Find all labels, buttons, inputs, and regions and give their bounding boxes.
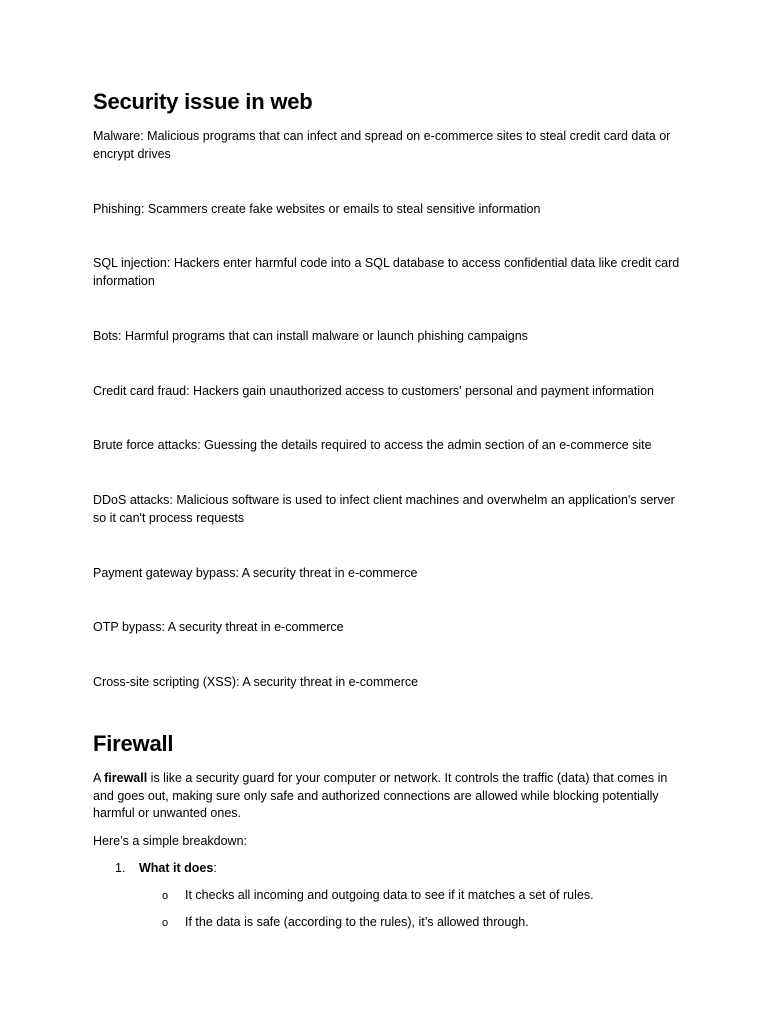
paragraph-xss: Cross-site scripting (XSS): A security threat in e-commerce bbox=[93, 675, 419, 689]
list-number: 1. bbox=[115, 861, 126, 875]
firewall-term: firewall bbox=[104, 771, 148, 785]
paragraph-credit-card-fraud: Credit card fraud: Hackers gain unauthorized access to customers' personal and payment information bbox=[93, 384, 655, 398]
bullet-item-allowed-through: If the data is safe (according to the rules), it’s allowed through. bbox=[185, 915, 529, 929]
list-item-title bbox=[139, 860, 217, 878]
paragraph-payment-gateway: Payment gateway bypass: A security threat in e-commerce bbox=[93, 566, 418, 580]
bullet-circle-icon: o bbox=[162, 890, 169, 902]
breakdown-line: Here’s a simple breakdown: bbox=[93, 834, 248, 848]
intro-rest: is like a security guard for your computer or network. It controls the traffic (data) that comes in and goes out, making sure only safe and authorized connections are allowed while blocking potentially harmful or unwanted ones. bbox=[93, 771, 668, 820]
intro-prefix: A bbox=[93, 771, 105, 785]
firewall-heading: Firewall bbox=[93, 731, 174, 756]
paragraph-malware: Malware: Malicious programs that can infect and spread on e-commerce sites to steal credit card data or encrypt drives bbox=[93, 129, 671, 161]
security-heading: Security issue in web bbox=[93, 89, 313, 114]
firewall-intro bbox=[93, 770, 683, 823]
title-colon: : bbox=[213, 861, 217, 875]
bullet-circle-icon: o bbox=[162, 917, 169, 929]
paragraph-ddos: DDoS attacks: Malicious software is used to infect client machines and overwhelm an application's server so it can't process requests bbox=[93, 493, 675, 525]
paragraph-sql-injection: SQL injection: Hackers enter harmful code into a SQL database to access confidential data like credit card information bbox=[93, 256, 680, 288]
paragraph-bots: Bots: Harmful programs that can install malware or launch phishing campaigns bbox=[93, 329, 528, 343]
paragraph-brute-force: Brute force attacks: Guessing the details required to access the admin section of an e-commerce site bbox=[93, 438, 652, 452]
what-it-does-label: What it does bbox=[139, 861, 214, 875]
paragraph-phishing: Phishing: Scammers create fake websites or emails to steal sensitive information bbox=[93, 202, 541, 216]
paragraph-otp-bypass: OTP bypass: A security threat in e-commerce bbox=[93, 620, 344, 634]
bullet-item-checks-data: It checks all incoming and outgoing data to see if it matches a set of rules. bbox=[185, 888, 594, 902]
